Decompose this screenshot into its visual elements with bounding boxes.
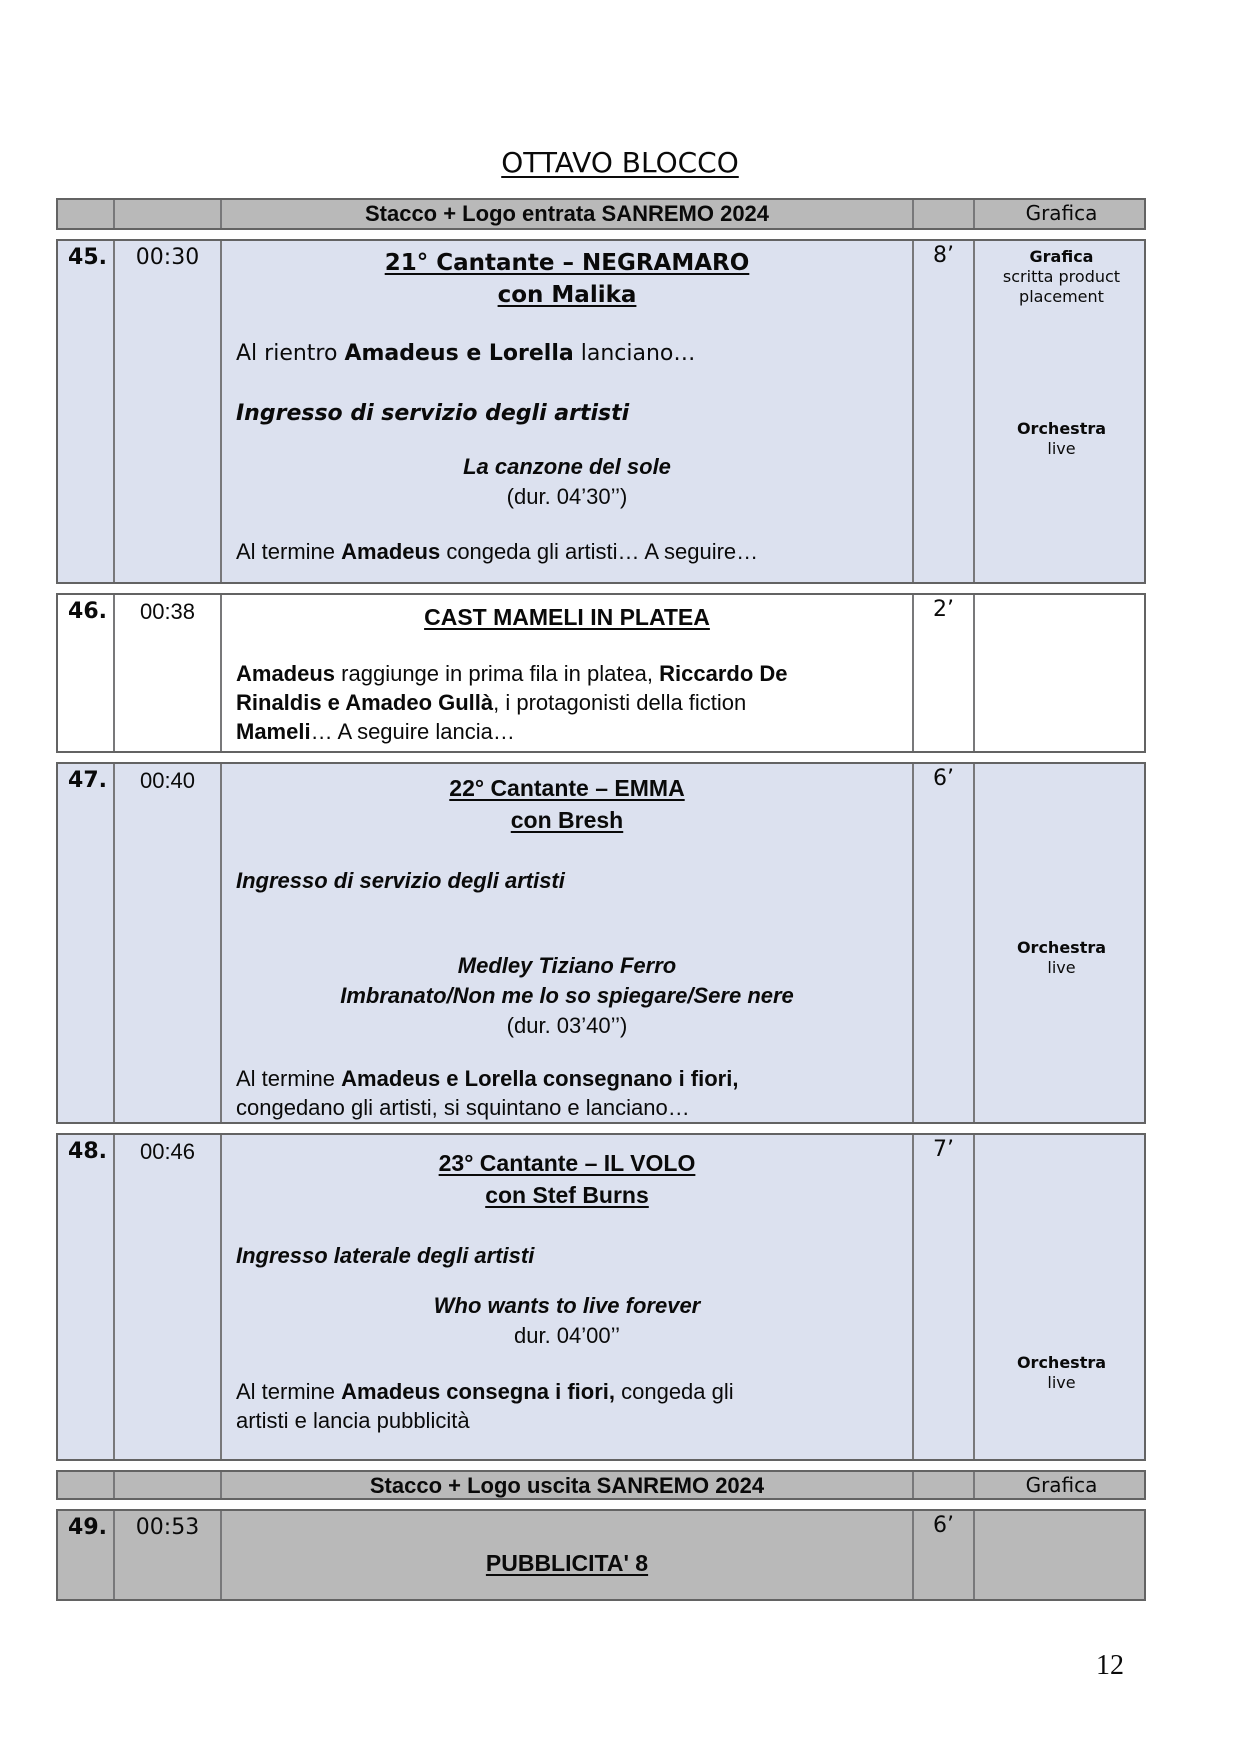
note-grafica: Grafica [1029,247,1094,266]
text-run: Amadeus [341,539,441,564]
text-run: lanciano… [573,341,696,366]
row-time: 00:53 [115,1511,222,1599]
row-duration: 6’ [914,1511,975,1599]
row-duration: 6’ [914,764,975,1122]
segment-title [236,1547,898,1580]
divider-label: Stacco + Logo uscita SANREMO 2024 [222,1472,914,1498]
row-number: 47. [58,764,115,1122]
table-row-47 [56,762,1146,1124]
note-orchestra-sub: live [1047,439,1076,458]
text-run: congeda gli artisti… A seguire… [440,539,759,564]
text-run: Mameli [236,719,311,744]
song-duration: (dur. 03’40’’) [506,1013,628,1038]
stage-direction: Ingresso laterale degli artisti [236,1243,535,1268]
row-notes [975,1511,1148,1599]
row-notes [975,764,1148,1122]
row-duration: 8’ [914,241,975,582]
song-duration: (dur. 04’30’’) [506,484,628,509]
row-time: 00:40 [115,764,222,1122]
segment-title [236,601,898,633]
note-grafica-sub: scritta product placement [1002,267,1121,306]
note-orchestra: Orchestra [1016,938,1107,957]
table-row-48 [56,1133,1146,1461]
divider-empty-dur [914,200,975,228]
page-number: 12 [1096,1650,1124,1681]
row-number: 48. [58,1135,115,1459]
divider-empty-num [58,1472,115,1498]
text-run: Riccardo De [659,661,788,686]
row-description [222,764,914,1122]
paragraph [236,339,898,369]
segment-title-line1: 21° Cantante – NEGRAMARO [384,250,750,276]
segment-title-line1: CAST MAMELI IN PLATEA [424,604,710,630]
paragraph [236,537,898,567]
text-run: raggiunge in prima fila in platea, [335,661,660,686]
stage-direction: Ingresso di servizio degli artisti [236,401,630,426]
text-run: artisti e lancia pubblicità [236,1408,470,1433]
row-duration: 2’ [914,595,975,751]
song-title-2: Imbranato/Non me lo so spiegare/Sere nere [340,983,794,1008]
divider-empty-time [115,1472,222,1498]
row-notes [975,241,1148,582]
row-duration: 7’ [914,1135,975,1459]
segment-title-line2: con Stef Burns [485,1182,649,1208]
song-title: Medley Tiziano Ferro [457,953,677,978]
row-notes [975,1135,1148,1459]
text-run: congedano gli artisti, si squintano e lanciano… [236,1095,690,1120]
divider-empty-time [115,200,222,228]
note-orchestra-sub: live [1047,1373,1076,1392]
segment-title-line2: con Bresh [510,807,624,833]
row-time: 00:30 [115,241,222,582]
text-run: Al termine [236,1379,342,1404]
note-orchestra: Orchestra [1016,419,1107,438]
text-run: , i protagonisti della fiction [493,690,747,715]
row-description [222,241,914,582]
divider-row-uscita [56,1470,1146,1500]
text-run: Amadeus [236,661,336,686]
note-orchestra-sub: live [1047,958,1076,977]
divider-label: Stacco + Logo entrata SANREMO 2024 [222,200,914,228]
table-row-49 [56,1509,1146,1601]
text-run: Al rientro [236,341,345,366]
segment-title [236,247,898,311]
row-description [222,595,914,751]
divider-empty-num [58,200,115,228]
segment-title-line1: 22° Cantante – EMMA [449,775,685,801]
song-duration: dur. 04’00’’ [513,1323,620,1348]
row-time: 00:38 [115,595,222,751]
segment-title [236,1147,898,1211]
table-row-46 [56,593,1146,753]
text-run: Al termine [236,539,342,564]
text-run: … A seguire lancia… [310,719,515,744]
segment-title-line2: con Malika [497,282,637,308]
text-run: Amadeus e Lorella [344,341,574,366]
segment-title-line1: 23° Cantante – IL VOLO [438,1150,696,1176]
text-run: Rinaldis e Amadeo Gullà [236,690,494,715]
note-orchestra: Orchestra [1016,1353,1107,1372]
text-run: Al termine [236,1066,342,1091]
rundown-table [56,198,1146,1610]
page-title: OTTAVO BLOCCO [501,146,739,179]
row-notes [975,595,1148,751]
song-title: Who wants to live forever [433,1293,701,1318]
paragraph [236,1064,898,1122]
divider-row-entrata [56,198,1146,230]
segment-title-line1: PUBBLICITA' 8 [485,1550,649,1576]
divider-empty-dur [914,1472,975,1498]
song-title: La canzone del sole [463,454,671,479]
text-run: Amadeus consegna i fiori, [341,1379,615,1404]
row-number: 49. [58,1511,115,1599]
divider-note: Grafica [1025,1473,1098,1497]
paragraph [236,659,898,746]
row-description [222,1135,914,1459]
segment-title [236,772,898,836]
text-run: congeda gli [615,1379,734,1404]
table-row-45 [56,239,1146,584]
row-number: 45. [58,241,115,582]
row-time: 00:46 [115,1135,222,1459]
row-description [222,1511,914,1599]
divider-note: Grafica [1025,201,1098,225]
stage-direction: Ingresso di servizio degli artisti [236,868,565,893]
paragraph [236,1377,898,1435]
text-run: Amadeus e Lorella consegnano i fiori, [341,1066,739,1091]
row-number: 46. [58,595,115,751]
